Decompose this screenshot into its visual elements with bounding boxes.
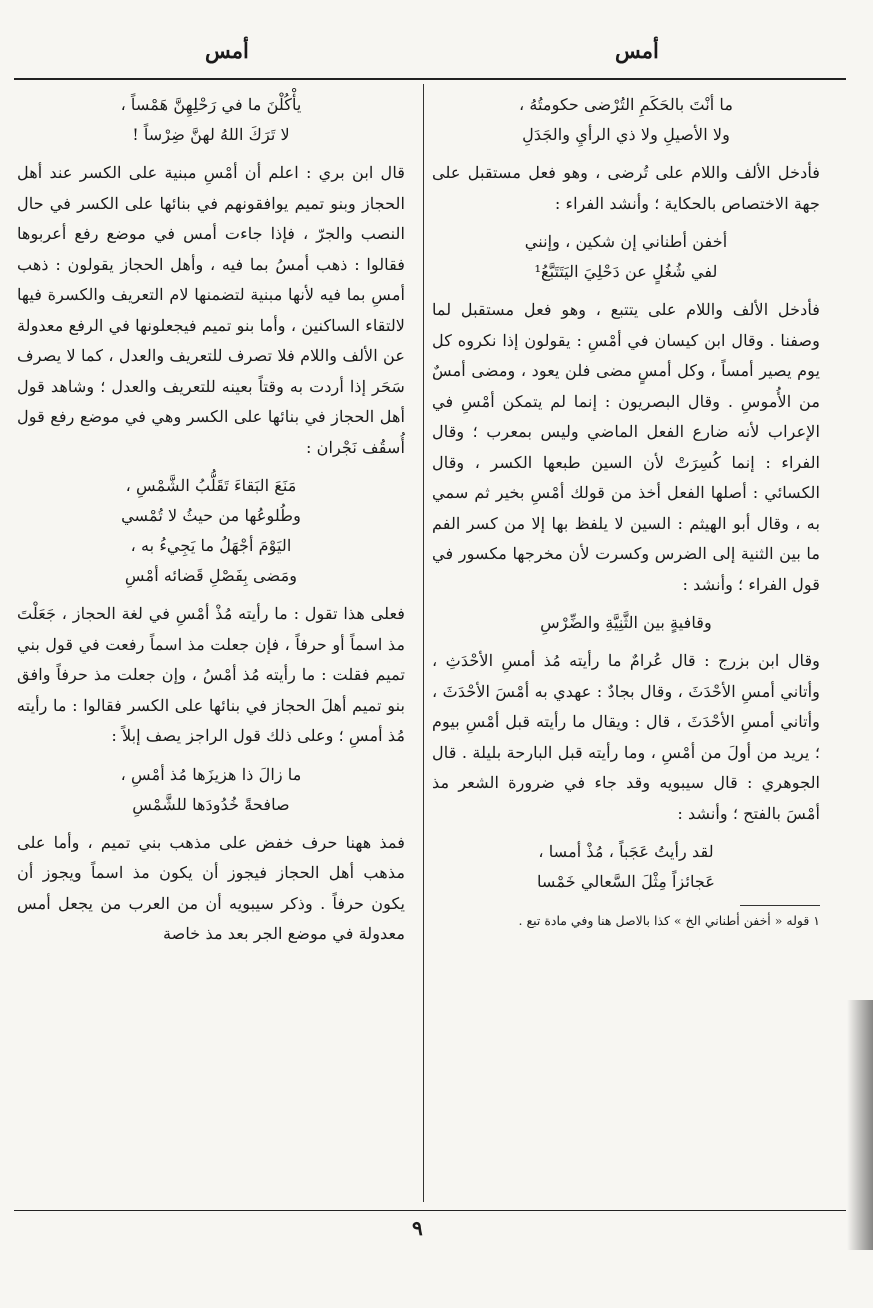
footnote-rule xyxy=(740,905,820,906)
verse xyxy=(17,471,405,531)
right-running-header: أمس xyxy=(615,38,659,63)
footer-rule xyxy=(14,1210,846,1211)
verse-line: ما أنْتَ بالحَكَمِ التُرْضى حكومتُهُ ، xyxy=(518,95,733,114)
verse-line: ما زالَ ذا هزيزَها مُذ أمْسِ ، xyxy=(120,764,302,784)
paragraph: فمذ ههنا حرف خفض على مذهب بني تميم ، وأما على مذهب أهل الحجاز فيجوز أن يكون مذ اسماً ويجوز أن يكون حرفاً . وذكر سيبويه أن من العرب من يجعل أمس معدولة في موضع الجر بعد مذ خاصة xyxy=(17,832,405,943)
paragraph: فأدخل الألف واللام على تُرضى ، وهو فعل مستقبل على جهة الاختصاص بالحكاية ؛ وأنشد الفراء : xyxy=(432,163,820,213)
verse xyxy=(432,608,820,638)
verse xyxy=(17,531,405,591)
left-running-header: أمس xyxy=(205,38,249,63)
verse-line: لفي شُغُلٍ عن دَحْلِيَ اليَتَتَبَّعُ¹ xyxy=(534,262,718,281)
verse-line: وقافيةٍ بين الثَّنِيَّةِ والضِّرْسِ xyxy=(540,613,712,632)
verse xyxy=(432,227,820,287)
verse-line: عَجائزاً مِثْلَ السَّعالي خَمْسا xyxy=(537,872,715,891)
verse xyxy=(432,90,820,150)
verse-line: صافحةً خُدُودَها للشَّمْسِ xyxy=(132,794,290,814)
page-number: ٩ xyxy=(412,1216,423,1240)
paragraph: وقال ابن بزرج : قال عُرامٌ ما رأيته مُذ أمسِ الأحْدَثِ ، وأتاني أمسِ الأحْدَثَ ، وقال بجادٌ : عهدي به أمْسَ الأحْدَثَ ، وأتاني أمسِ الأحْدَثَ ، قال : ويقال ما رأيته قبل أمْسِ بيوم ؛ يريد من أولَ من أمْسِ ، وما رأيته قبل البارحة بليلة . قال الجوهري : قال سيبويه وقد جاء في ضرورة الشعر مذ أمْسَ بالفتح ؛ وأنشد : xyxy=(432,651,820,823)
paragraph: فأدخل الألف واللام على يتتبع ، وهو فعل مستقبل لما وصفنا . وقال ابن كيسان في أمْسِ : يقولون إذا نكروه كل يوم يصير أمساً ، وكل أمسٍ مضى فلن يعود ، ومضى أمسٌ من الأُموسِ . وقال البصريون : إنما لم يتمكن أمْسِ في الإعراب لأنه ضارع الفعل الماضي وليس بمعرب ؛ وقال الفراء : إنما كُسِرَتْ لأن السين طبعها الكسر ، وقال الكسائي : أصلها الفعل أخذ من قولك أمْسِ بخير ثم سمي به ، وقال أبو الهيثم : السين لا يلفظ بها إلا من كسر الفم ما بين الثنية إلى الضرس وكسرت لأن مخرجها مكسور في قول الفراء ؛ وأنشد : xyxy=(432,300,820,594)
verse-line: لقد رأيتُ عَجَباً ، مُذْ أمسا ، xyxy=(538,842,714,861)
verse-line: ولا الأصيلِ ولا ذي الرأيِ والجَدَلِ xyxy=(522,125,730,144)
right-column xyxy=(432,90,820,930)
verse-line: ومَضى بِفَصْلِ قَضائه أمْسِ xyxy=(124,566,298,585)
footnote: ١ قوله « أخفن أطناني الخ » كذا بالاصل هنا وفي مادة تبع . xyxy=(518,913,820,928)
verse xyxy=(17,760,405,820)
verse-line: وطُلوعُها من حيثُ لا تُمْسي xyxy=(121,506,301,525)
verse xyxy=(17,90,405,150)
paragraph: فعلى هذا تقول : ما رأيته مُذْ أمْسِ في لغة الحجاز ، جَعَلْتَ مذ اسماً أو حرفاً ، فإن جعلت مذ اسماً رفعت في قول بني تميم فقلت : ما رأيته مُذ أمْسُ ، وإن جعلت مذ حرفاً وافق بنو تميم أهلَ الحجاز في بنائها على الكسر فقالوا : ما رأيته مُذ أمسِ ؛ وعلى ذلك قول الراجز يصف إبلاً : xyxy=(17,604,405,745)
scan-edge-shadow xyxy=(847,1000,873,1250)
column-divider xyxy=(423,84,424,1202)
header-rule xyxy=(14,78,846,80)
verse-line: يأْكُلْنَ ما في رَحْلِهِنَّ هَمْساً ، xyxy=(120,95,302,114)
verse-line: مَنَعَ البَقاءَ تَقَلُّبُ الشَّمْسِ ، xyxy=(125,476,297,495)
verse-line: اليَوْمَ أجْهَلُ ما يَجِيءُ به ، xyxy=(130,536,292,555)
left-column xyxy=(17,90,405,958)
verse xyxy=(432,837,820,897)
verse-line: لا تَرَكَ اللهُ لهنَّ ضِرْساً ! xyxy=(132,125,290,144)
verse-line: أخفن أطناني إن شكين ، وإنني xyxy=(524,232,728,251)
paragraph: قال ابن بري : اعلم أن أمْسِ مبنية على الكسر عند أهل الحجاز وبنو تميم يوافقونهم في بنائها على الكسر في حال النصب والجرّ ، فإذا جاءت أمس في موضع رفع أعربوها فقالوا : ذهب أمسُ بما فيه ، وأهل الحجاز يقولون : ذهب أمسِ بما فيه لأنها مبنية لتضمنها لام التعريف والكسرة فيها لالتقاء الساكنين ، وأما بنو تميم فيجعلونها في الرفع معدولة عن الألف واللام فلا تصرف للتعريف والعدل ، كما لا يصرف سَحَر إذا أردت به وقتاً بعينه للتعريف والعدل ؛ وشاهد قول أهل الحجاز في بنائها على الكسر وهي في موضع رفع قول أُسقُف نَجْران : xyxy=(17,163,405,457)
